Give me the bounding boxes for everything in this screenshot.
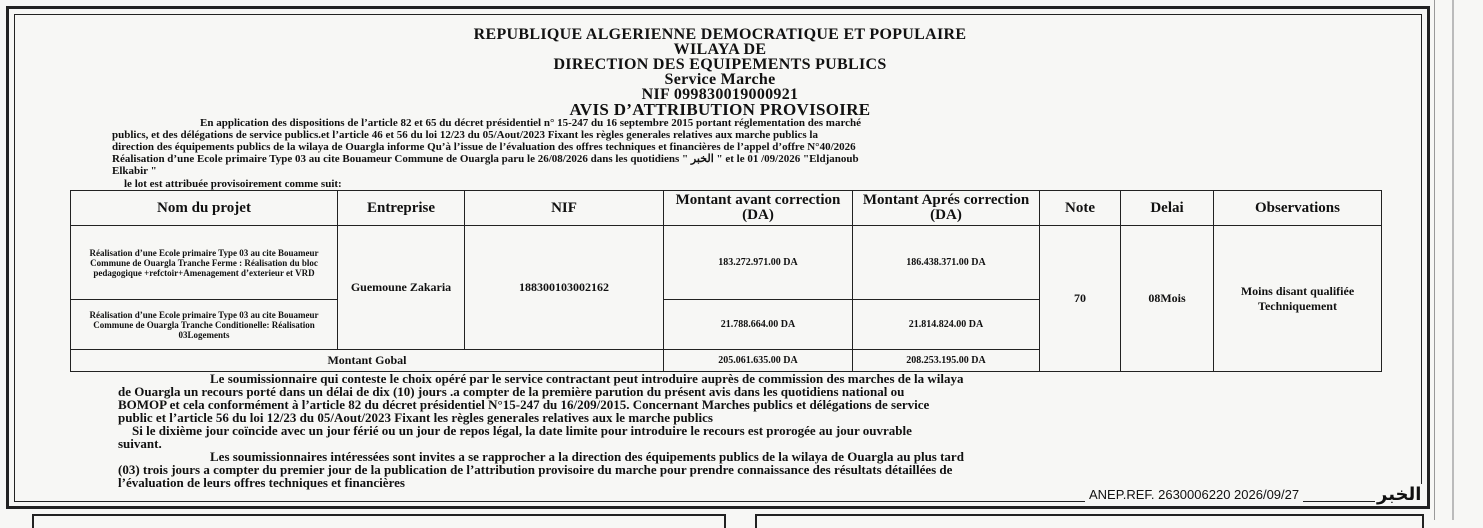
row2-montant-apres: 21.814.824.00 DA: [853, 300, 1040, 350]
closing-line-2: de Ouargla un recours porté dans un délai de dix (10) jours .a compter de la première parution du présent avis dans les quotidiens national ou: [118, 384, 905, 399]
delai-cell: 08Mois: [1121, 226, 1214, 372]
header-nif: NIF: [465, 191, 664, 226]
header-montant-avant: Montant avant correction (DA): [664, 191, 853, 226]
row2-projet: Réalisation d’une Ecole primaire Type 03 au cite Bouameur Commune de Ouargla Tranche Conditionelle: Réalisation 03Logements: [71, 300, 338, 350]
nif-cell: 188300103002162: [465, 226, 664, 350]
closing-line-8: (03) trois jours a compter du premier jour de la publication de l’attribution provisoire du marche pour prendre connaissance des résultats détaillées de: [118, 462, 953, 477]
note-cell: 70: [1040, 226, 1121, 372]
intro-line-3: direction des équipements publics de la wilaya de Ouargla informe Qu’à l’issue de l’évaluation des offres techniques et financières de l’appel d’offre N°40/2026: [112, 141, 856, 153]
newspaper-logo: الخبر: [1377, 484, 1422, 505]
header-entreprise: Entreprise: [338, 191, 465, 226]
total-montant-apres: 208.253.195.00 DA: [853, 350, 1040, 372]
closing-line-9: l’évaluation de leurs offres techniques et financières: [118, 475, 405, 490]
observations-cell: Moins disant qualifiée Techniquement: [1214, 226, 1382, 372]
closing-line-4: public et l’article 56 du loi 12/23 du 05/Aout/2023 Fixant les règles generales relatives aux le marche publics: [118, 410, 713, 425]
header-note: Note: [1040, 191, 1121, 226]
row1-montant-apres: 186.438.371.00 DA: [853, 226, 1040, 300]
heading-nif: NIF 099830019000921: [641, 86, 799, 103]
intro-line-2: publics, et des délégations de service publics.et l’article 46 et 56 du loi 12/23 du 05/Aout/2023 Fixant les règles generales relatives aux marche publics la: [112, 129, 818, 141]
heading-wilaya: WILAYA DE: [673, 41, 767, 58]
header-montant-apres: Montant Aprés correction (DA): [853, 191, 1040, 226]
row1-projet: Réalisation d’une Ecole primaire Type 03 au cite Bouameur Commune de Ouargla Tranche Ferme : Réalisation du bloc pedagogique +refctoir+Amenagement d’exterieur et VRD: [71, 226, 338, 300]
closing-line-6: suivant.: [118, 436, 162, 451]
header-delai: Delai: [1121, 191, 1214, 226]
next-notice-frame: [755, 514, 1424, 528]
total-montant-avant: 205.061.635.00 DA: [664, 350, 853, 372]
anep-reference: ANEP.REF. 2630006220 2026/09/27: [1085, 487, 1303, 502]
intro-line-4: Réalisation d’une Ecole primaire Type 03 au cite Bouameur Commune de Ouargla paru le 26/08/2026 dans les quotidiens " الخبر " et le 01 /09/2026 "Eldjanoub: [112, 153, 859, 165]
row1-montant-avant: 183.272.971.00 DA: [664, 226, 853, 300]
page-edge-line: [1452, 0, 1454, 520]
next-notice-frame: [32, 514, 726, 528]
closing-line-7: Les soumissionnaires intéressées sont invites a se rapprocher a la direction des équipements publics de la wilaya de Ouargla au plus tard: [210, 449, 964, 464]
entreprise-cell: Guemoune Zakaria: [338, 226, 465, 350]
heading-republic: REPUBLIQUE ALGERIENNE DEMOCRATIQUE ET POPULAIRE: [473, 26, 967, 43]
closing-line-3: BOMOP et cela conformément à l’article 82 du décret présidentiel N°15-247 du 16/209/2015. Concernant Marches publics et délégations de service: [118, 397, 930, 412]
header-observations: Observations: [1214, 191, 1382, 226]
row2-montant-avant: 21.788.664.00 DA: [664, 300, 853, 350]
closing-line-5: Si le dixième jour coïncide avec un jour férié ou un jour de repos légal, la date limite pour introduire le recours est prorogée au jour ouvrable: [132, 423, 912, 438]
heading-service: Service Marche: [664, 71, 776, 88]
intro-line-6: le lot est attribuée provisoirement comme suit:: [124, 178, 342, 190]
results-table: [70, 190, 1382, 372]
notice-title: AVIS D’ATTRIBUTION PROVISOIRE: [569, 100, 871, 119]
header-projet: Nom du projet: [71, 191, 338, 226]
intro-line-1: En application des dispositions de l’article 82 et 65 du décret présidentiel n° 15-247 du 16 septembre 2015 portant réglementation des marché: [200, 117, 862, 129]
heading-direction: DIRECTION DES EQUIPEMENTS PUBLICS: [553, 56, 887, 73]
closing-line-1: Le soumissionnaire qui conteste le choix opéré par le service contractant peut introduire auprès de commission des marches de la wilaya: [210, 371, 964, 386]
intro-line-5: Elkabir ": [112, 165, 157, 177]
total-label: Montant Gobal: [71, 350, 664, 372]
